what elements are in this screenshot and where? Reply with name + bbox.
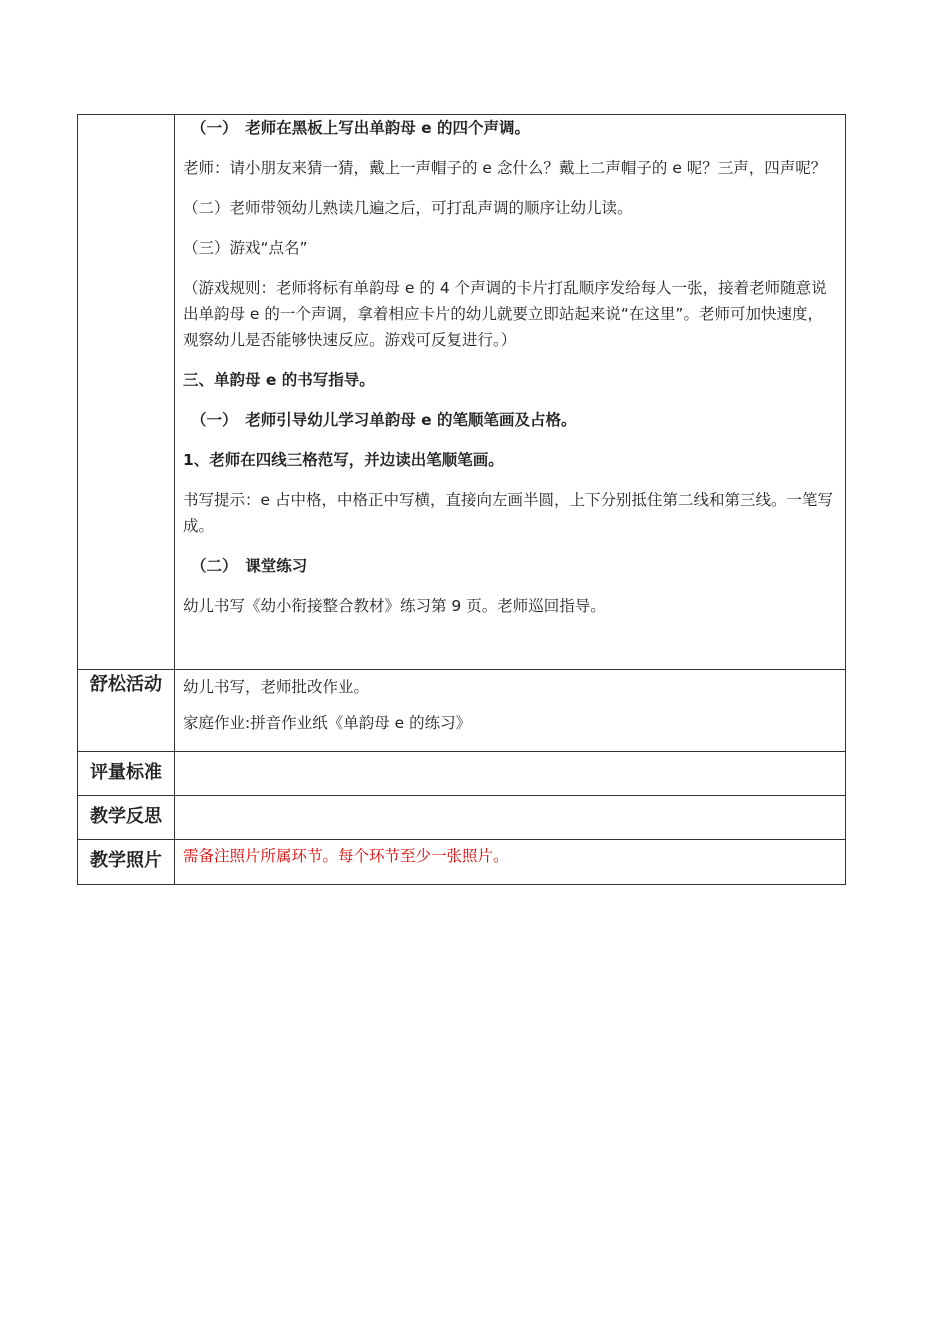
- relax-label: 舒松活动: [78, 670, 175, 752]
- heading-tones: （一） 老师在黑板上写出单韵母 e 的四个声调。: [191, 119, 531, 137]
- practice-text: 幼儿书写《幼小衔接整合教材》练习第 9 页。老师巡回指导。: [183, 597, 606, 615]
- relax-line2: 家庭作业:拼音作业纸《单韵母 e 的练习》: [183, 714, 472, 732]
- heading-demo: 1、老师在四线三格范写，并边读出笔顺笔画。: [183, 451, 504, 469]
- reflection-label: 教学反思: [78, 796, 175, 840]
- teacher-question: 老师：请小朋友来猜一猜，戴上一声帽子的 e 念什么？戴上二声帽子的 e 呢？三声，四声呢？: [183, 159, 827, 177]
- writing-tip: 书写提示：e 占中格，中格正中写横，直接向左画半圆，上下分别抵住第二线和第三线。一笔写成。: [183, 491, 833, 535]
- row-process-label: [78, 115, 175, 670]
- assessment-label: 评量标准: [78, 752, 175, 796]
- row-process: [78, 115, 846, 670]
- game-rules: （游戏规则：老师将标有单韵母 e 的 4 个声调的卡片打乱顺序发给每人一张，接着老师随意说出单韵母 e 的一个声调，拿着相应卡片的幼儿就要立即站起来说“在这里”。老师可加快速度，观察幼儿是否能够快速反应。游戏可反复进行。）: [183, 279, 827, 349]
- photos-content: [175, 840, 846, 885]
- row-assessment: [78, 752, 846, 796]
- heading-writing: 三、单韵母 e 的书写指导。: [183, 371, 375, 389]
- lesson-plan-table: [77, 114, 846, 885]
- heading-practice: （二） 课堂练习: [191, 557, 308, 575]
- row-reflection: [78, 796, 846, 840]
- heading-stroke: （一） 老师引导幼儿学习单韵母 e 的笔顺笔画及占格。: [191, 411, 577, 429]
- assessment-content: [175, 752, 846, 796]
- row-photos: [78, 840, 846, 885]
- photos-note: 需备注照片所属环节。每个环节至少一张照片。: [183, 847, 509, 865]
- row-process-content: [175, 115, 846, 670]
- relax-content: [175, 670, 846, 752]
- relax-line1: 幼儿书写，老师批改作业。: [183, 678, 370, 696]
- step-two: （二）老师带领幼儿熟读几遍之后，可打乱声调的顺序让幼儿读。: [183, 199, 633, 217]
- step-three: （三）游戏“点名”: [183, 239, 308, 257]
- reflection-content: [175, 796, 846, 840]
- photos-label: 教学照片: [78, 840, 175, 885]
- row-relax: [78, 670, 846, 752]
